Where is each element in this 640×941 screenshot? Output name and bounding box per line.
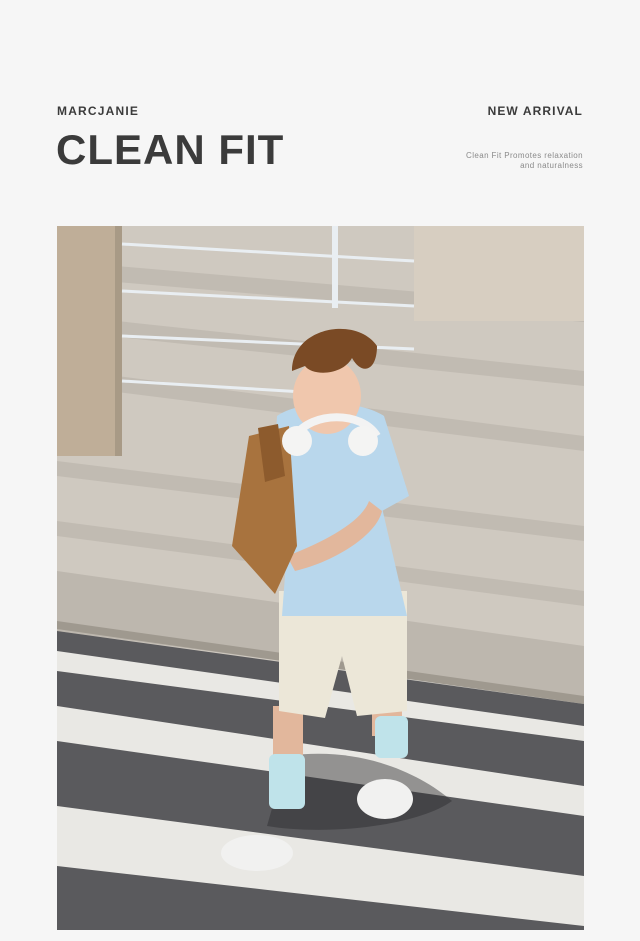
hero-photo-illustration [57, 226, 584, 930]
brand-name: MARCJANIE [57, 104, 140, 118]
left-sock [269, 754, 305, 809]
left-pillar [57, 226, 122, 456]
tagline-line-1: Clean Fit Promotes relaxation [466, 151, 583, 160]
headphone-left [282, 426, 312, 456]
tagline-line-2: and naturalness [520, 161, 583, 170]
left-shoe [221, 835, 293, 871]
new-arrival-label: NEW ARRIVAL [487, 104, 583, 118]
tagline [383, 151, 583, 171]
right-shoe [357, 779, 413, 819]
page-title: CLEAN FIT [56, 126, 285, 173]
left-pillar-shadow [115, 226, 122, 456]
right-sock [375, 716, 408, 758]
right-pillar [414, 226, 584, 321]
hero-photo [57, 226, 584, 930]
headphone-right [348, 426, 378, 456]
